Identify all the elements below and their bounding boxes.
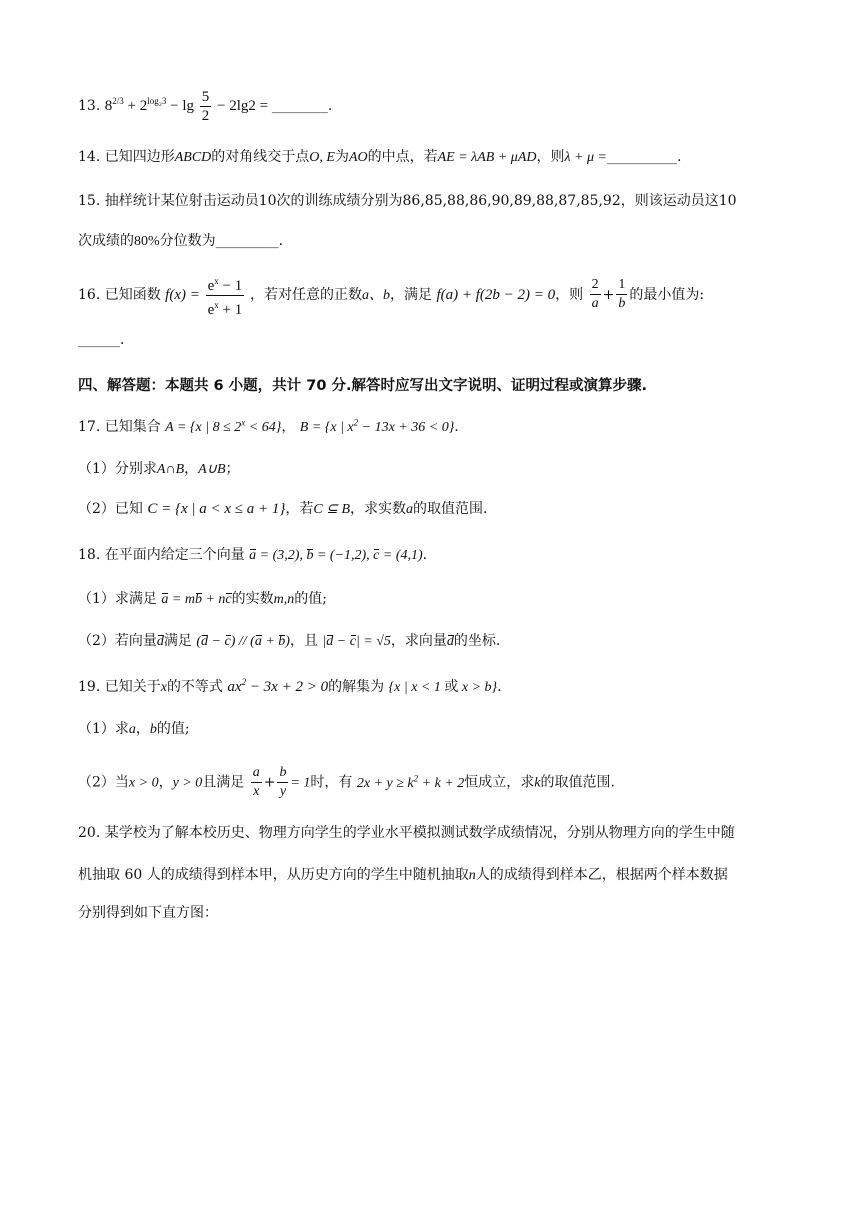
- answer-blank: ________.: [271, 97, 333, 114]
- math: a: [406, 502, 414, 517]
- question-15-line2: [78, 230, 283, 250]
- text: 的取值范围.: [540, 774, 615, 791]
- inequality: $ax^2 - 3x + 2 > 0$: [227, 677, 329, 695]
- text: 在平面内给定三个向量: [104, 547, 245, 563]
- math: x: [160, 680, 167, 695]
- text: 为: [334, 149, 349, 165]
- equation: a = mb + nc: [161, 592, 232, 607]
- inequality-k: $2x + y \ge k^2 + k + 2$: [356, 772, 465, 791]
- fraction-a-x: $\frac{a}{x}$: [252, 765, 260, 799]
- expression: $\frac{1}{b}$: [618, 277, 626, 312]
- formula: $8^{2/3} + 2^{log_23} - \lg$ $\frac{5}{2}$ − 2lg2 =: [104, 89, 272, 124]
- text: ，若: [285, 501, 314, 517]
- question-18-part1: [78, 588, 327, 608]
- text: 且满足: [202, 774, 245, 791]
- text: （2）已知: [78, 501, 143, 517]
- question-13: [78, 88, 332, 125]
- text: 的解集为: [328, 679, 385, 695]
- text: 的对角线交于点: [211, 149, 310, 165]
- text: （1）求满足: [78, 591, 157, 607]
- text: （2）当: [78, 774, 129, 791]
- math: a: [128, 722, 136, 737]
- text: 的最小值为:: [629, 286, 705, 303]
- vector-d: d: [156, 634, 164, 649]
- math: A∪B: [198, 462, 226, 477]
- text: 的值;: [156, 721, 190, 737]
- text: 已知关于: [104, 679, 161, 695]
- math: y > 0: [172, 775, 203, 791]
- text: 已知函数: [104, 286, 161, 303]
- text: 的不等式: [166, 679, 223, 695]
- question-19-part1: [78, 718, 190, 738]
- text: ；: [225, 461, 240, 477]
- math: a、b: [362, 287, 390, 303]
- math: b: [149, 722, 157, 737]
- text: ，若对任意的正数: [250, 286, 362, 303]
- math: x > 0: [128, 775, 159, 791]
- text: ，求实数: [350, 501, 407, 517]
- text: ，: [135, 721, 150, 737]
- question-18: [78, 544, 427, 564]
- condition: f(a) + f(2b − 2) = 0: [436, 286, 556, 303]
- text: ，: [158, 774, 173, 791]
- text: ，: [184, 461, 199, 477]
- parallel-condition: (d − c) // (a + b): [196, 634, 290, 649]
- text: 的取值范围.: [413, 501, 488, 517]
- text: （1）求: [78, 721, 129, 737]
- question-17-part1: [78, 458, 240, 478]
- question-number: 19.: [78, 679, 101, 695]
- math: n: [468, 868, 476, 883]
- text: 人的成绩得到样本乙，根据两个样本数据: [475, 867, 728, 883]
- expression: $\frac{2}{a}$: [591, 277, 599, 312]
- math: A∩B: [156, 462, 185, 477]
- text: ，满足: [390, 286, 432, 303]
- text: ，且: [289, 633, 318, 649]
- question-17-part2: [78, 498, 488, 518]
- text: 分位数为: [159, 233, 216, 249]
- question-15-line1: 15. 抽样统计某位射击运动员10次的训练成绩分别为86,85,88,86,90,89,88,87,85,92，则该运动员这10: [78, 193, 737, 209]
- section-heading: 四、解答题：本题共 6 小题，共计 70 分.解答时应写出文字说明、证明过程或演算步骤.: [78, 378, 647, 394]
- math: λ + μ =: [564, 150, 607, 165]
- text: .: [497, 679, 502, 695]
- set-b: B = {x | $x^2 - 13x + 36 < 0$}: [299, 417, 455, 435]
- math: 80%: [134, 234, 160, 249]
- math: O, E: [309, 150, 335, 165]
- text: 的中点，若: [367, 149, 438, 165]
- question-number: 16.: [78, 286, 101, 303]
- math: C ⊆ B: [313, 502, 351, 517]
- question-20-line1: 20. 某学校为了解本校历史、物理方向学生的学业水平模拟测试数学成绩情况，分别从物理方向的学生中随: [78, 825, 735, 841]
- math: k: [534, 775, 541, 791]
- text: 次成绩的: [78, 233, 134, 249]
- question-14: [78, 146, 681, 166]
- vector-d: d: [446, 634, 454, 649]
- answer-blank: ______.: [78, 332, 125, 348]
- solution-set: {x | x < 1 或 x > b}: [388, 679, 498, 695]
- set-a: A = {x | $8 \le 2^x < 64$}: [165, 417, 282, 435]
- text: ，则: [536, 149, 565, 165]
- answer-blank: __________.: [606, 149, 682, 165]
- text: 的实数: [231, 591, 274, 607]
- text: （1）分别求: [78, 461, 157, 477]
- text: 恒成立，求: [464, 774, 535, 791]
- set-c: C = {x | a < x ≤ a + 1}: [147, 501, 286, 517]
- question-20-line2: [78, 864, 728, 884]
- text: 的值;: [294, 591, 327, 607]
- magnitude-condition: |d − c| = √5: [322, 634, 391, 649]
- text: .: [422, 547, 428, 563]
- text: 机抽取 60 人的成绩得到样本甲，从历史方向的学生中随机抽取: [78, 867, 469, 883]
- question-number: 17.: [78, 419, 101, 435]
- math: AO: [348, 150, 368, 165]
- vectors: a = (3,2), b = (−1,2), c = (4,1): [249, 548, 423, 563]
- question-number: 18.: [78, 547, 101, 563]
- function-definition: f(x) = $\frac{e^x - 1}{e^x + 1}$: [165, 287, 250, 303]
- math: m,n: [273, 592, 295, 607]
- text: 已知集合: [104, 419, 161, 435]
- vector-equation: AE = λAB + μAD: [437, 150, 537, 165]
- text: 已知四边形: [104, 149, 175, 165]
- text: 时，有: [310, 774, 353, 791]
- answer-blank: _________.: [215, 233, 284, 249]
- question-19: [78, 676, 502, 696]
- question-20-line3: 分别得到如下直方图：: [78, 905, 218, 921]
- text: （2）若向量: [78, 633, 157, 649]
- question-16: 16. 已知函数 f(x) = $\frac{e^x - 1}{e^x + 1}$ ，若对任意的正数a、b，满足 f(a) + f(2b − 2) = 0，则 $\frac{2}{a}$ + $\frac{1}{b}$ 的最小值为:: [78, 272, 704, 319]
- text: ，求向量: [390, 633, 447, 649]
- question-number: 14.: [78, 149, 101, 165]
- text: 满足: [163, 633, 192, 649]
- question-number: 13.: [78, 97, 101, 114]
- math: ABCD: [174, 150, 212, 165]
- fraction-b-y: $\frac{b}{y}$: [279, 765, 287, 799]
- text: ，则: [555, 286, 584, 303]
- question-19-part2: （2）当x > 0，y > 0且满足 $\frac{a}{x}$ + $\frac{b}{y}$ = 1时，有 $2x + y \ge k^2 + k + 2$恒成立，求k的取值范围.: [78, 765, 615, 799]
- question-18-part2: [78, 630, 500, 650]
- text: 的坐标.: [453, 633, 501, 649]
- question-17: 17. 已知集合 A = {x | $8 \le 2^x < 64$}， B = {x | $x^2 - 13x + 36 < 0$}.: [78, 417, 459, 435]
- text: ，: [281, 419, 296, 435]
